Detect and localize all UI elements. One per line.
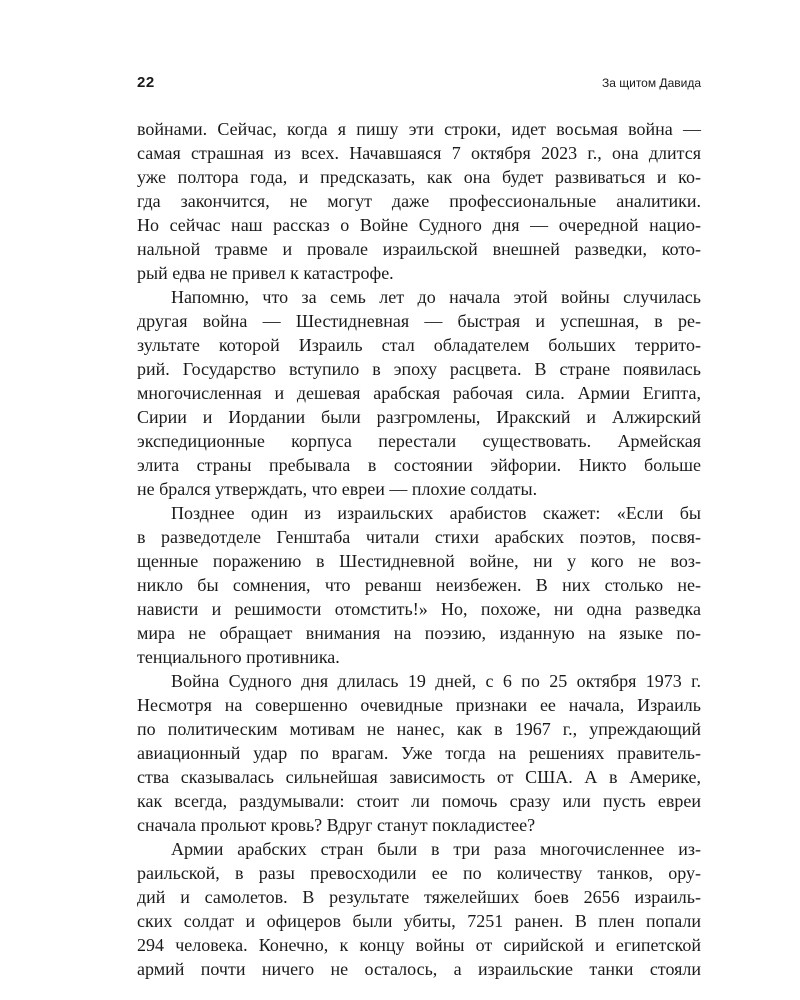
text-line: тенциального противника. (137, 647, 340, 667)
text-line: по политическим мотивам не нанес, как в 1967 г., упреждающий (137, 719, 701, 739)
text-line: элита страны пребывала в состоянии эйфории. Никто больше (137, 455, 701, 475)
running-head (137, 74, 701, 94)
text-line: раильской, в разы превосходили ее по количеству танков, ору- (137, 863, 701, 883)
text-line: в разведотделе Генштаба читали стихи арабских поэтов, посвя- (137, 527, 701, 547)
text-line: Армии арабских стран были в три раза многочисленнее из- (171, 839, 701, 859)
text-line: армий почти ничего не осталось, а израильские танки стояли (137, 959, 701, 979)
text-line: дий и самолетов. В результате тяжелейших боев 2656 израиль- (137, 887, 701, 907)
text-line: другая война — Шестидневная — быстрая и успешная, в ре- (137, 311, 701, 331)
text-line: зультате которой Израиль стал обладателем больших террито- (137, 335, 701, 355)
text-line: рий. Государство вступило в эпоху расцвета. В стране появилась (137, 359, 701, 379)
text-line: рый едва не привел к катастрофе. (137, 263, 394, 283)
text-line: Но сейчас наш рассказ о Войне Судного дня — очередной нацио- (137, 215, 701, 235)
text-line: ства сказывалась сильнейшая зависимость от США. А в Америке, (137, 767, 701, 787)
text-line: Несмотря на совершенно очевидные признаки ее начала, Израиль (137, 695, 701, 715)
body-text (137, 117, 701, 981)
text-line: нависти и решимости отомстить!» Но, похоже, ни одна разведка (137, 599, 701, 619)
paragraph (137, 669, 701, 837)
text-line: Напомню, что за семь лет до начала этой войны случилась (171, 287, 701, 307)
paragraph (137, 501, 701, 669)
text-line: экспедиционные корпуса перестали существовать. Армейская (137, 431, 701, 451)
page-number: 22 (137, 74, 155, 91)
paragraph (137, 117, 701, 285)
text-line: гда закончится, не могут даже профессиональные аналитики. (137, 191, 701, 211)
text-line: как всегда, раздумывали: стоит ли помочь сразу или пусть евреи (137, 791, 701, 811)
text-line: войнами. Сейчас, когда я пишу эти строки, идет восьмая война — (137, 119, 701, 139)
text-line: уже полтора года, и предсказать, как она будет развиваться и ко- (137, 167, 701, 187)
text-line: 294 человека. Конечно, к концу войны от сирийской и египетской (137, 935, 701, 955)
text-line: авиационный удар по врагам. Уже тогда на решениях правитель- (137, 743, 701, 763)
text-line: Сирии и Иордании были разгромлены, Иракский и Алжирский (137, 407, 701, 427)
text-line: Война Судного дня длилась 19 дней, с 6 по 25 октября 1973 г. (171, 671, 701, 691)
paragraph (137, 285, 701, 501)
text-line: многочисленная и дешевая арабская рабочая сила. Армии Египта, (137, 383, 701, 403)
text-line: нальной травме и провале израильской внешней разведки, кото- (137, 239, 701, 259)
text-line: сначала прольют кровь? Вдруг станут покладистее? (137, 815, 536, 835)
text-line: мира не обращает внимания на поэзию, изданную на языке по- (137, 623, 701, 643)
text-line: щенные поражению в Шестидневной войне, ни у кого не воз- (137, 551, 701, 571)
text-line: самая страшная из всех. Начавшаяся 7 октября 2023 г., она длится (137, 143, 701, 163)
text-line: не брался утверждать, что евреи — плохие солдаты. (137, 479, 538, 499)
paragraph (137, 837, 701, 981)
text-line: Позднее один из израильских арабистов скажет: «Если бы (171, 503, 701, 523)
text-line: никло бы сомнения, что реванш неизбежен. В них столько не- (137, 575, 701, 595)
running-title: За щитом Давида (601, 76, 701, 90)
text-line: ских солдат и офицеров были убиты, 7251 ранен. В плен попали (137, 911, 701, 931)
